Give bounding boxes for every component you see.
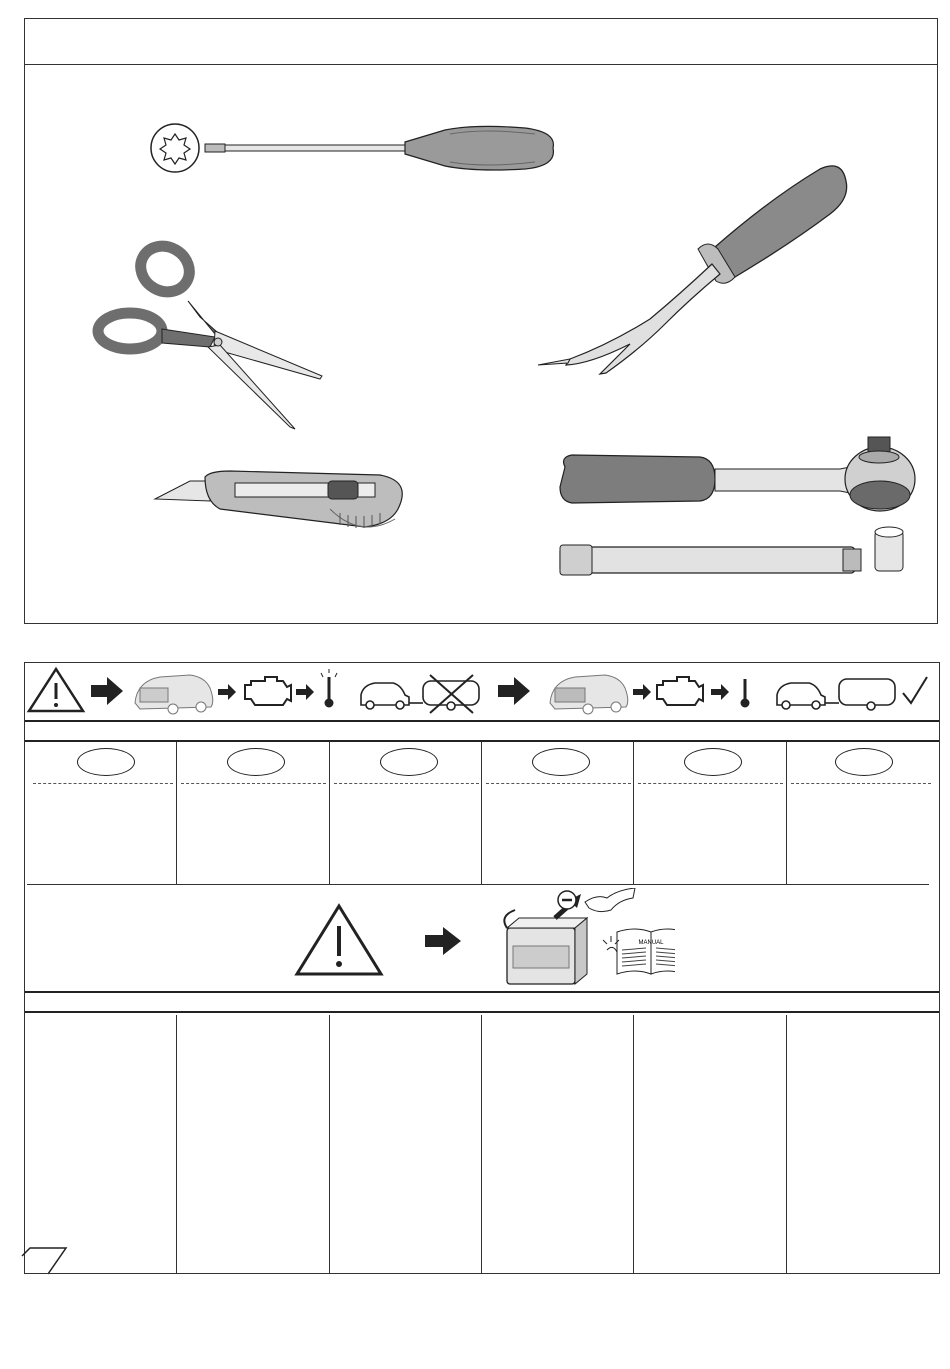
language-badge-1 [77,748,135,776]
utility-knife-icon [150,469,410,544]
car-front-icon [135,675,213,714]
text-column-5 [634,1015,787,1273]
divider [33,783,173,784]
section-bar [25,991,939,1013]
language-badge-6 [835,748,893,776]
disconnect-battery-icon [485,888,675,996]
lang-column-6 [787,742,939,884]
text-column-3 [330,1015,482,1273]
ratchet-wrench-icon [550,427,930,517]
battery-warning-area [25,884,939,990]
car-front-icon [550,675,628,714]
engine-icon [245,677,291,705]
small-arrow-icon [296,684,314,700]
language-badge-5 [684,748,742,776]
small-arrow-icon [633,684,651,700]
divider [486,783,631,784]
tools-header [25,19,937,65]
lang-column-5 [634,742,787,884]
language-badge-4 [532,748,590,776]
scissors-icon [90,239,355,434]
engine-icon [657,677,703,705]
language-badge-2 [227,748,285,776]
lang-column-2 [177,742,330,884]
instructions-panel [24,662,940,1274]
section-bar [25,720,939,742]
lang-column-4 [482,742,634,884]
tow-trailer-prohibited-icon [361,675,479,713]
trim-removal-tool-icon [530,159,850,384]
language-columns-top [25,742,939,884]
small-arrow-icon [218,684,236,700]
tow-trailer-allowed-icon [777,677,927,710]
temperature-warning-icon [321,669,337,707]
language-columns-bottom [25,1015,939,1273]
manual-book-icon [603,929,675,974]
text-column-6 [787,1015,939,1273]
extension-bar-and-socket-icon [555,519,915,584]
lang-column-3 [330,742,482,884]
small-arrow-icon [711,684,729,700]
manual-label: MANUAL [638,940,664,946]
arrow-right-icon [91,677,123,705]
warning-triangle-icon [293,902,385,978]
arrow-right-icon [423,926,463,956]
divider [181,783,326,784]
tools-panel [24,18,938,624]
arrow-right-icon [498,677,530,705]
bottom-rule [24,1273,940,1274]
torx-screwdriver-icon [145,114,555,194]
text-column-2 [177,1015,330,1273]
text-column-4 [482,1015,634,1273]
lang-column-1 [25,742,177,884]
text-column-1 [25,1015,177,1273]
towing-icon-row [25,663,939,720]
divider [638,783,783,784]
divider [334,783,479,784]
thermometer-icon [741,679,749,707]
divider [791,783,931,784]
language-badge-3 [380,748,438,776]
warning-triangle-icon [29,669,83,711]
